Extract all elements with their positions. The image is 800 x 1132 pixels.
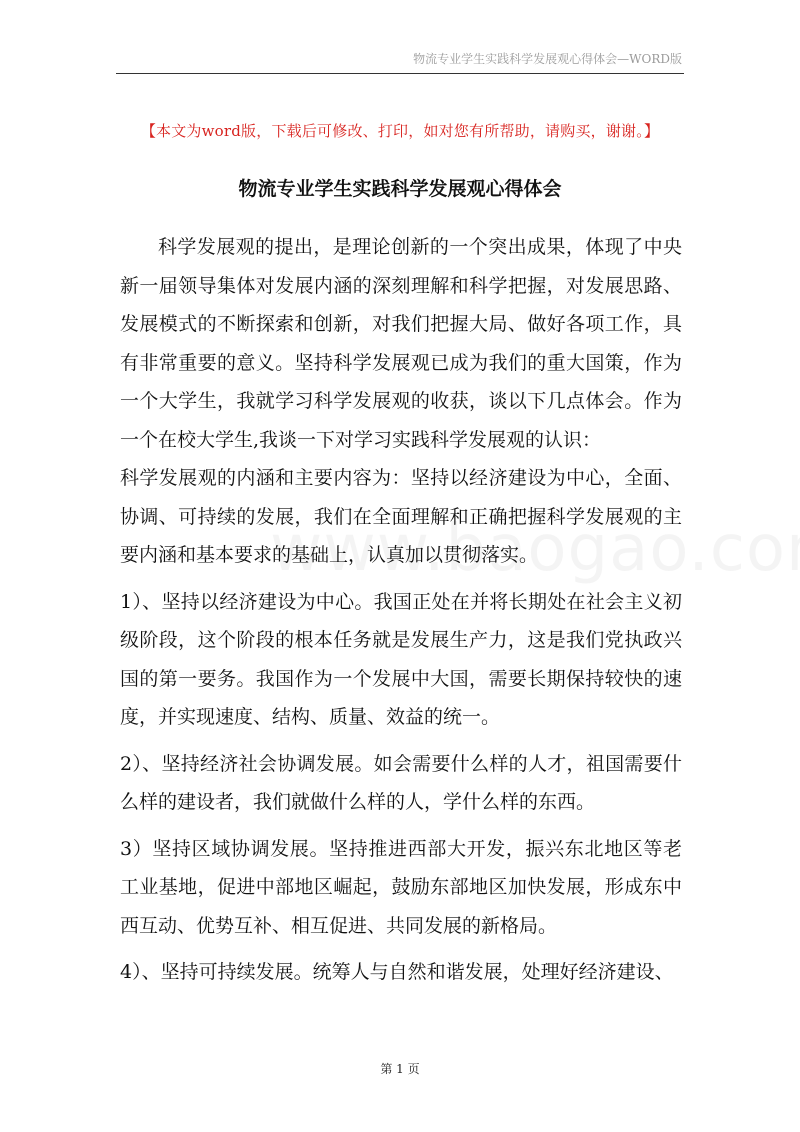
paragraph-point-4: 4）、坚持可持续发展。统筹人与自然和谐发展，处理好经济建设、	[120, 961, 674, 983]
header-divider	[116, 73, 684, 74]
download-notice: 【本文为word版，下载后可修改、打印，如对您有所帮助，请购买，谢谢。】	[140, 122, 660, 140]
paragraph-connotation: 科学发展观的内涵和主要内容为：坚持以经济建设为中心，全面、协调、可持续的发展，我们在全面理解和正确把握科学发展观的主要内涵和基本要求的基础上，认真加以贯彻落实。	[120, 467, 682, 566]
paragraph-point-2: 2）、坚持经济社会协调发展。如会需要什么样的人才，祖国需要什么样的建设者，我们就做什么样的人，学什么样的东西。	[120, 752, 682, 813]
document-body	[120, 228, 682, 992]
paragraph-intro: 科学发展观的提出，是理论创新的一个突出成果，体现了中央新一届领导集体对发展内涵的深刻理解和科学把握，对发展思路、发展模式的不断探索和创新，对我们把握大局、做好各项工作，具有非常重要的意义。坚持科学发展观已成为我们的重大国策，作为一个大学生，我就学习科学发展观的收获，谈以下几点体会。作为一个在校大学生,我谈一下对学习实践科学发展观的认识：	[120, 236, 682, 451]
running-header: 物流专业学生实践科学发展观心得体会—WORD版	[413, 52, 682, 66]
page-number: 第 1 页	[380, 1062, 420, 1076]
paragraph-point-3: 3）坚持区域协调发展。坚持推进西部大开发，振兴东北地区等老工业基地，促进中部地区崛起，鼓励东部地区加快发展，形成东中西互动、优势互补、相互促进、共同发展的新格局。	[120, 837, 682, 937]
document-title: 物流专业学生实践科学发展观心得体会	[238, 178, 562, 200]
paragraph-point-1: 1）、坚持以经济建设为中心。我国正处在并将长期处在社会主义初级阶段，这个阶段的根本任务就是发展生产力，这是我们党执政兴国的第一要务。我国作为一个发展中大国，需要长期保持较快的速度，并实现速度、结构、质量、效益的统一。	[120, 590, 682, 728]
